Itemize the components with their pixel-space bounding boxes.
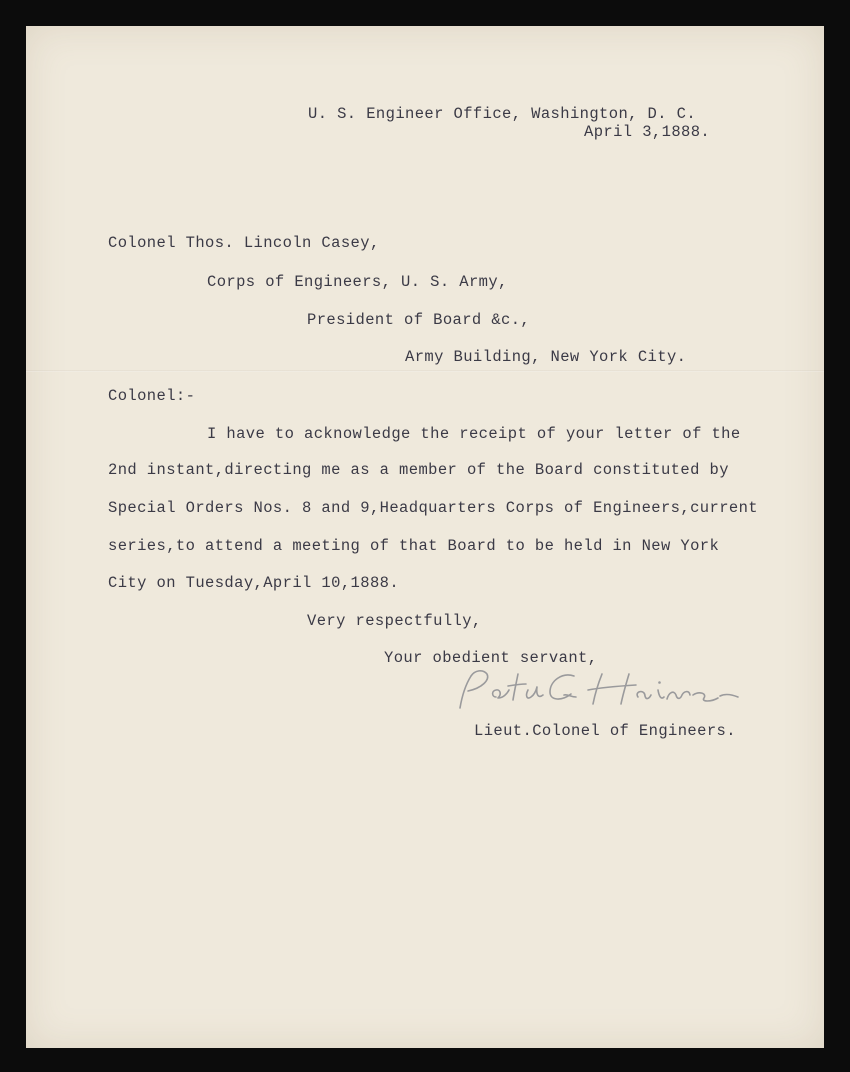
letterhead-office: U. S. Engineer Office, Washington, D. C.	[308, 105, 697, 123]
recipient-role: President of Board &c.,	[307, 311, 531, 329]
recipient-name: Colonel Thos. Lincoln Casey,	[108, 234, 380, 252]
body-line-2: 2nd instant,directing me as a member of the Board constituted by	[108, 461, 729, 479]
salutation: Colonel:-	[108, 387, 196, 405]
handwritten-signature	[452, 664, 747, 714]
closing-line-2: Your obedient servant,	[384, 649, 598, 667]
letter-date: April 3,1888.	[584, 123, 711, 141]
body-line-3: Special Orders Nos. 8 and 9,Headquarters Corps of Engineers,current	[108, 499, 759, 517]
body-line-4: series,to attend a meeting of that Board to be held in New York	[108, 537, 720, 555]
closing-line-1: Very respectfully,	[307, 612, 482, 630]
recipient-location: Army Building, New York City.	[405, 348, 687, 366]
body-line-5: City on Tuesday,April 10,1888.	[108, 574, 400, 592]
paper-fold-crease	[26, 370, 824, 372]
body-line-1: I have to acknowledge the receipt of your letter of the	[207, 425, 741, 443]
signature-title: Lieut.Colonel of Engineers.	[474, 722, 736, 740]
recipient-corps: Corps of Engineers, U. S. Army,	[207, 273, 508, 291]
